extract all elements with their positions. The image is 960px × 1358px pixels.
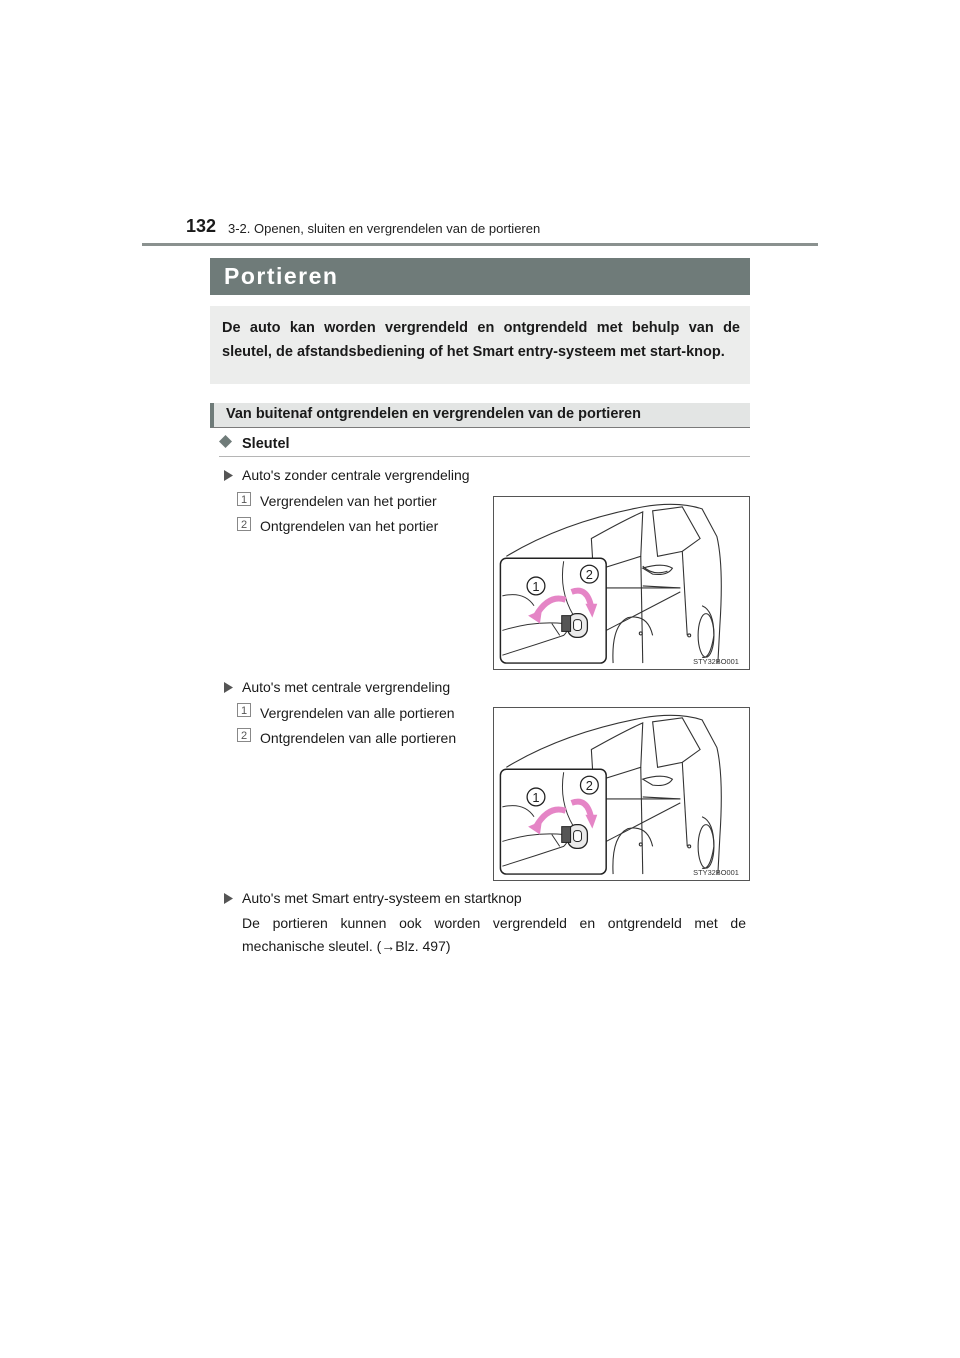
callout-1: 1 [532,789,540,805]
section-title: Van buitenaf ontgrendelen en vergrendelen van de portieren [226,406,641,422]
page-title: Portieren [224,263,339,289]
title-bar [210,258,750,295]
numbered-item: Ontgrendelen van het portier [260,518,439,534]
numbered-item: Vergrendelen van alle portieren [260,705,455,721]
diamond-icon [219,435,232,448]
triangle-bullet-icon [224,470,233,481]
triangle-bullet-icon [224,682,233,693]
callout-1: 1 [532,578,540,594]
bullet-label: Auto's zonder centrale vergrendeling [242,467,470,483]
figure-key-lock-1 [493,496,750,670]
number-2-icon [237,728,251,742]
number-1-icon [237,492,251,506]
numbered-item: Vergrendelen van het portier [260,493,437,509]
subsection-title: Sleutel [242,436,290,452]
callout-2: 2 [585,778,593,794]
figure-key-lock-2 [493,707,750,881]
page-number: 132 [186,216,217,236]
header-rule [142,243,818,246]
bullet-label: Auto's met Smart entry-systeem en startknop [242,890,522,906]
bullet-label: Auto's met centrale vergrendeling [242,679,451,695]
subsection-rule [219,456,750,457]
intro-text: De auto kan worden vergrendeld en ontgrendeld met behulp van de sleutel, de afstandsbediening of het Smart entry-systeem met start-knop. [222,320,740,360]
paragraph-text: De portieren kunnen ook worden vergrendeld en ontgrendeld met de mechanische sleutel. (→Blz. 497) [242,915,746,954]
figure-code: STY32BO001 [693,868,739,878]
running-header: 3-2. Openen, sluiten en vergrendelen van de portieren [228,221,541,236]
number-1-icon [237,703,251,717]
section-header [210,403,750,428]
numbered-item: Ontgrendelen van alle portieren [260,730,457,746]
number-badge-label: 1 [240,494,248,506]
number-2-icon [237,517,251,531]
intro-box [210,306,750,384]
callout-2: 2 [585,567,593,583]
number-badge-label: 2 [240,519,248,531]
triangle-bullet-icon [224,893,233,904]
number-badge-label: 1 [240,705,248,717]
figure-code: STY32BO001 [693,657,739,667]
number-badge-label: 2 [240,730,248,742]
